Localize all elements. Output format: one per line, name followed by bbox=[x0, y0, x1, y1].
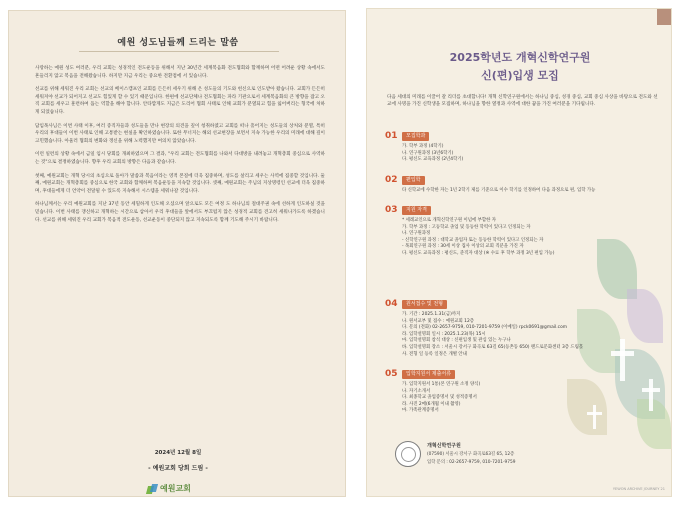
section-line: 사. 전형 일 등록 일정은 개별 안내 bbox=[402, 351, 467, 357]
section-transfer bbox=[385, 175, 667, 195]
section-line: 마. 입학설명회 참석 대상 : 신편입생 및 관심 있는 누구나 bbox=[402, 338, 511, 344]
section-line: 가. 입학지원서 1통(본 연구원 소정 양식) bbox=[402, 382, 481, 387]
church-logo bbox=[147, 483, 191, 494]
section-line: 타 신학교에 수학한 자는 1년 2학기 제를 기준으로 이수 학기를 인정하여 다음 과정으로 편, 입학 가능 bbox=[402, 188, 596, 193]
admission-intro: 다음 세대의 미래를 이끌어 갈 리더를 초대합니다! 개혁 신학연구원에서는 하나님 중심, 성경 중심, 교회 중심 사상을 바탕으로 전도와 선교에 사명을 가진 신학생을 모집하며, 하나님을 향한 열정과 사역에 대한 꿈을 가진 여러분을 기다립니다. bbox=[387, 95, 658, 107]
section-line: 바. 입학설명회 장소 : 서울시 강서구 화곡로 63길 65(등촌동 650) 랜드로문화센터 3층 드림홀 bbox=[402, 344, 584, 350]
section-eligibility bbox=[385, 205, 667, 258]
section-line: * 세례교인으로 개혁신학연구원 이념에 부합한 자 bbox=[402, 218, 497, 223]
section-line: 나. 원서교부 및 접수 : 예원교회 12층 bbox=[402, 318, 474, 324]
letter-paragraph: 선교를 위해 세워진 우리 교회는 선교의 베이스캠프인 교회를 든든히 세우기 위해 온 성도들의 기도와 헌신으로 인도받아 왔습니다. 교회가 든든히 세워져야 선교가 되어지고 선교도 힘있게 할 수 있기 때문입니다. 한편에 선교단체나 전도협회는 파라 기관으로서 세계복음화의 큰 방향을 잡고 오직 교회를 세우고 훈련하여 돕는 역할을 해야 합니다. 안타깝게도 지금은 도리어 협회 사태로 인해 교회가 분열되고 힘을 잃어버리는 형국에 처하게 되었습니다. bbox=[35, 87, 325, 115]
section-line: 다. 최종학교 졸업증명서 및 성적증명서 bbox=[402, 395, 477, 401]
section-line: 나. 연구원과정 (3년6학기) bbox=[402, 150, 454, 156]
section-line: 다. 평신도 교육과정 : 평신도, 준직자 대상 (※ 수료 후 학부 과정 3년 편입 가능) bbox=[402, 250, 555, 256]
section-label: 편입학 bbox=[402, 176, 425, 185]
letter-paragraph: 첫째, 예원교회는 개혁 당시의 초심으로 돌아가 말씀과 복음이라는 영적 본질에 더욱 집중하며, 성도를 살리고 세우는 사역에 집중할 것입니다. 둘째, 예원교회는 개혁총회를 중심으로 한국 교회와 함께하며 복음운동을 지속할 것입니다. 셋째, 예원교회는 주님의 지상명령인 선교에 더욱 집중하며, 후대들에게 더 언약이 전달될 수 있도록 지속해서 시스템을 세워나갈 것입니다. bbox=[35, 173, 325, 194]
letter-body bbox=[35, 65, 325, 230]
church-logo-text: 예원교회 bbox=[160, 484, 191, 493]
corner-tab bbox=[657, 9, 671, 25]
seminary-contact: 입학 문의 : 02-2657-9759, 010-7201-9759 bbox=[427, 460, 516, 465]
section-label: 원서접수 및 전형 bbox=[402, 300, 447, 309]
section-line: 다. 평신도 교육과정 (2년4학기) bbox=[402, 157, 464, 163]
letter-page bbox=[8, 10, 346, 497]
section-number: 04 bbox=[385, 299, 398, 309]
section-line: 가. 학부 과정 (4학기) bbox=[402, 144, 444, 149]
brand-mark: YEWON ARCHIVE JOURNEY 21 bbox=[612, 487, 665, 491]
admission-title: 2025학년도 개혁신학연구원 bbox=[449, 51, 591, 64]
letter-paragraph: 이런 일련의 상황 속에서 금일 임시 당회를 개최하였으며 그 결과, "우리 교회는 전도협회를 나와서 다대방을 내려놓고 개혁총회 중심으로 사역하는 것"으로 결정하였습니다. 향후 우리 교회의 방향은 다음과 같습니다. bbox=[35, 152, 325, 165]
seminary-address: (07590) 서울시 강서구 화곡로63길 65, 12층 bbox=[427, 452, 515, 457]
section-line: 라. 사진 2매(6개월 이내 촬영) bbox=[402, 401, 461, 407]
section-label: 지원 자격 bbox=[402, 206, 431, 215]
seminary-seal-icon bbox=[395, 441, 421, 467]
letter-signature: - 예원교회 당회 드림 - bbox=[148, 465, 208, 472]
section-number: 05 bbox=[385, 369, 398, 379]
section-documents bbox=[385, 369, 667, 415]
section-line: 나. 자기소개서 bbox=[402, 388, 431, 394]
section-line: - 신학연구원 과정 : 대학교 졸업자 또는 동등한 학력이 있다고 인정되는 자 bbox=[402, 237, 544, 243]
letter-title: 예원 성도님들께 드리는 말씀 bbox=[117, 38, 239, 48]
title-divider bbox=[79, 51, 279, 52]
section-departments bbox=[385, 131, 667, 164]
section-line: - 목회연구원 과정 : 30세 이상 집사 이상의 교회 직분을 가진 자 bbox=[402, 244, 524, 250]
section-line: 다. 문의 (전화) 02-2657-9759, 010-7201-9759 (이메일) rpck0691@gmail.com bbox=[402, 325, 568, 331]
admission-subtitle: 신(편)입생 모집 bbox=[481, 69, 559, 82]
letter-paragraph: 담임목사님은 이번 사태 이후, 여러 증직자들과 성도들을 만나 현장의 의견을 깊이 청취하였고 교회를 떠나 흩어지는 성도들의 상처와 분열, 특히 우리의 후대들이 이번 사태로 인해 고통받는 현실을 확인하였습니다. 또한 무너지는 해외 선교현장을 보면서 지속 가능한 우리의 미래에 대해 깊이 고민했습니다. 아울러 협회의 변화와 갱신을 위해 노력했지만 여의치 않았습니다. bbox=[35, 123, 325, 144]
section-label: 모집학과 bbox=[402, 132, 429, 141]
section-number: 03 bbox=[385, 205, 398, 215]
section-line: 라. 입학설명회 일시 : 2025.1.23(목) 15시 bbox=[402, 331, 486, 337]
admission-page bbox=[366, 8, 672, 497]
section-number: 01 bbox=[385, 131, 398, 141]
section-line: 가. 학부 과정 : 고등학교 졸업 및 동등한 학력이 있다고 인정되는 자 bbox=[402, 224, 531, 230]
letter-paragraph: 하나님께서는 우리 예원교회를 지난 37년 동안 세밀하게 인도해 오셨으며 앞으로도 모든 여정 도 하나님의 절대주권 속에 선하게 인도하실 것을 믿습니다. 이번 사태를 갱신하고 개혁하는 시간으로 삼아서 우리 후대들을 앞에서도 부끄럽지 않은 성경적 교회를 견고히 세워나가도록 하겠습니다. 선교를 위해 세워진 우리 교회가 복음적 전도운동, 선교운동이 중단되지 않고 지속되도록 함께 기도해 주시기 바랍니다. bbox=[35, 202, 325, 223]
section-line: 마. 가족관계증명서 bbox=[402, 408, 439, 414]
seminary-name: 개혁신학연구원 bbox=[427, 443, 461, 449]
letter-date: 2024년 12월 8일 bbox=[154, 450, 202, 456]
section-label: 입학지원서 제출서류 bbox=[402, 370, 455, 379]
section-line: 가. 기간 : 2025.1.31(금)까지 bbox=[402, 312, 461, 317]
section-application bbox=[385, 299, 667, 358]
section-line: 나. 연구원과정 bbox=[402, 231, 431, 237]
church-logo-icon bbox=[147, 484, 157, 494]
section-number: 02 bbox=[385, 175, 398, 185]
letter-paragraph: 사랑하는 예원 성도 여러분, 우리 교회는 성경적인 전도운동을 위해서 지난 30년간 세계복음화 전도협회와 함께하며 어떤 어려운 상황 속에서도 흔들리지 않고 복음을 전해왔습니다. 하지만 지금 우리는 중요한 전환점에 서 있습니다. bbox=[35, 66, 325, 79]
